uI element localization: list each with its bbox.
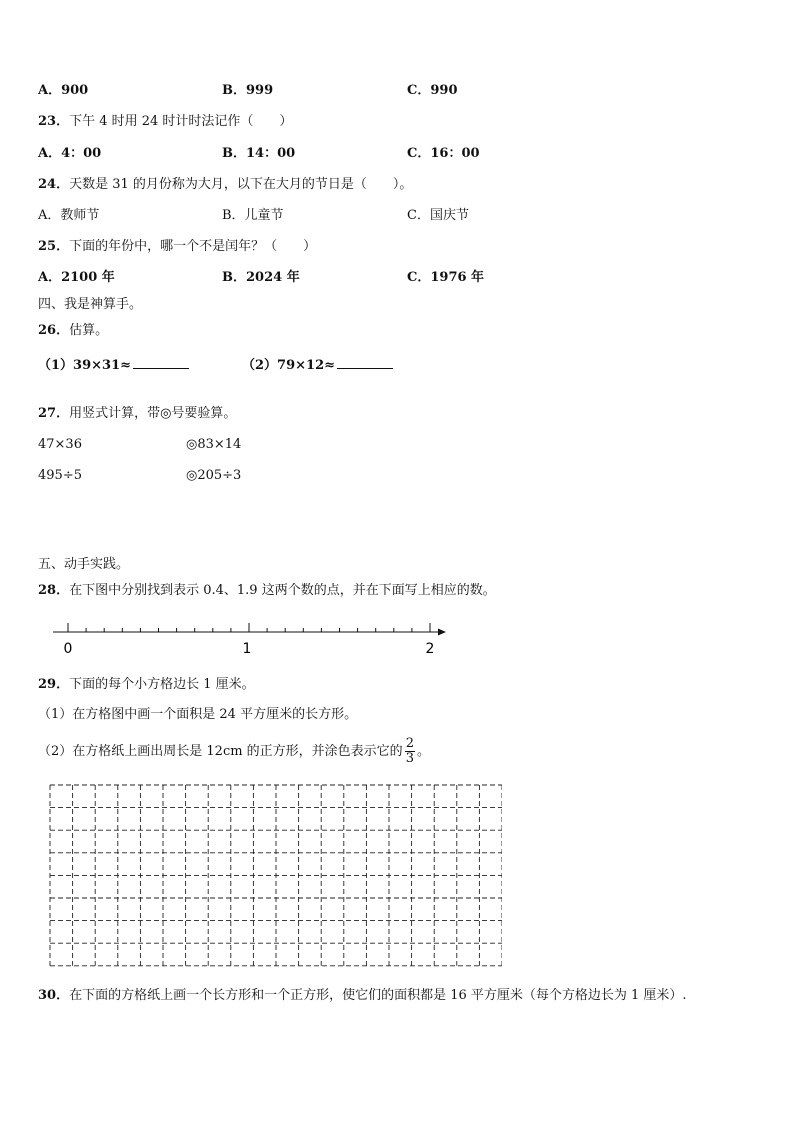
q27-question xyxy=(38,406,236,422)
q26-text: 估算。 xyxy=(69,323,109,338)
q26-answer-blank-2[interactable] xyxy=(337,356,393,369)
number-line-ticks xyxy=(68,623,430,632)
grid-lines xyxy=(50,785,502,966)
q25-option-c[interactable]: C．1976 年 xyxy=(407,270,485,285)
fraction-two-thirds xyxy=(405,737,415,766)
q28-number: 28． xyxy=(38,583,70,598)
q24-option-a[interactable]: A．教师节 xyxy=(38,208,100,223)
q24-text: 天数是 31 的月份称为大月，以下在大月的节日是（ ）。 xyxy=(69,177,413,192)
q26-item-1-label: （1）39×31≈ xyxy=(38,358,132,373)
fraction-numerator: 2 xyxy=(405,736,414,751)
axis-label-1: 1 xyxy=(242,641,252,657)
number-line-arrow xyxy=(438,629,446,636)
q25-option-b[interactable]: B．2024 年 xyxy=(222,270,300,285)
q25-number: 25． xyxy=(38,239,70,254)
number-line xyxy=(48,615,448,657)
q27-item-1: 47×36 xyxy=(38,437,82,452)
q22-option-a[interactable]: A．900 xyxy=(38,83,89,98)
q29-question xyxy=(38,677,255,693)
q25-text: 下面的年份中，哪一个不是闰年？（ ） xyxy=(69,239,317,254)
q26-number: 26． xyxy=(38,323,70,338)
q23-text: 下午 4 时用 24 时计时法记作（ ） xyxy=(69,114,293,129)
q22-option-c[interactable]: C．990 xyxy=(407,83,458,98)
q25-option-a[interactable]: A．2100 年 xyxy=(38,270,115,285)
axis-label-2: 2 xyxy=(425,641,435,657)
q30-number: 30． xyxy=(38,988,70,1003)
q24-question xyxy=(38,177,412,193)
q26-item-2 xyxy=(242,356,393,374)
q23-number: 23． xyxy=(38,114,70,129)
q30-text: 在下面的方格纸上画一个长方形和一个正方形，使它们的面积都是 16 平方厘米（每个方格边长为 1 厘米）. xyxy=(69,988,687,1003)
q26-item-1 xyxy=(38,356,189,374)
q29-sub-1: （1）在方格图中画一个面积是 24 平方厘米的长方形。 xyxy=(38,707,358,722)
q29-number: 29． xyxy=(38,677,70,692)
q26-item-2-label: （2）79×12≈ xyxy=(242,358,336,373)
square-grid[interactable] xyxy=(48,783,502,967)
q23-option-c[interactable]: C．16：00 xyxy=(407,146,480,161)
axis-label-0: 0 xyxy=(63,641,73,657)
q23-question xyxy=(38,114,292,130)
q30-question xyxy=(38,988,687,1004)
q24-option-b[interactable]: B．儿童节 xyxy=(222,208,284,223)
q28-text: 在下图中分别找到表示 0.4、1.9 这两个数的点，并在下面写上相应的数。 xyxy=(69,583,496,598)
q29-sub-2 xyxy=(38,734,430,770)
fraction-denominator: 3 xyxy=(405,751,414,766)
q27-item-4: ◎205÷3 xyxy=(186,468,242,483)
q26-answer-blank-1[interactable] xyxy=(133,356,189,369)
q27-number: 27． xyxy=(38,406,70,421)
section-5-heading: 五、动手实践。 xyxy=(38,557,130,572)
q23-option-b[interactable]: B．14：00 xyxy=(222,146,296,161)
q24-option-c[interactable]: C．国庆节 xyxy=(407,208,469,223)
q28-question xyxy=(38,583,496,599)
q27-item-3: 495÷5 xyxy=(38,468,82,483)
q24-number: 24． xyxy=(38,177,70,192)
q29-text: 下面的每个小方格边长 1 厘米。 xyxy=(69,677,255,692)
q23-option-a[interactable]: A．4：00 xyxy=(38,146,102,161)
q29-sub-2-end: 。 xyxy=(416,744,430,759)
q27-text: 用竖式计算，带◎号要验算。 xyxy=(69,406,237,421)
section-4-heading: 四、我是神算手。 xyxy=(38,297,143,312)
q29-sub-2-text: （2）在方格纸上画出周长是 12cm 的正方形，并涂色表示它的 xyxy=(38,744,403,759)
q25-question xyxy=(38,239,316,255)
q27-item-2: ◎83×14 xyxy=(186,437,242,452)
q26-question xyxy=(38,323,108,339)
q22-option-b[interactable]: B．999 xyxy=(222,83,274,98)
